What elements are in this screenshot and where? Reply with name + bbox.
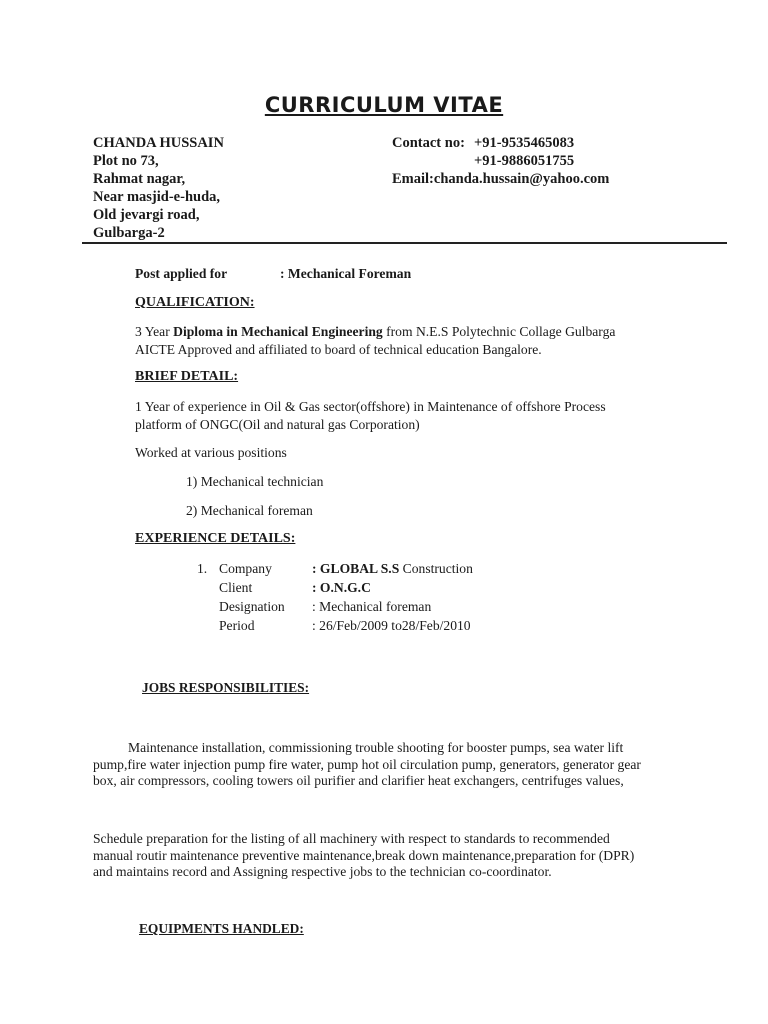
equipments-heading: EQUIPMENTS HANDLED:	[139, 921, 304, 936]
address-line: Gulbarga-2	[93, 225, 165, 241]
contact-label: Contact no:	[392, 135, 465, 151]
address-line: Rahmat nagar,	[93, 171, 186, 187]
phone-number: +91-9535465083	[474, 135, 575, 151]
qualification-line: 3 Year Diploma in Mechanical Engineering from N.E.S Polytechnic Collage Gulbarga	[135, 324, 616, 339]
experience-label: Designation	[219, 599, 285, 614]
experience-heading: EXPERIENCE DETAILS:	[135, 531, 296, 546]
paragraph-line: and maintains record and Assigning respective jobs to the technician co-coordinator.	[93, 864, 552, 879]
address-line: Near masjid-e-huda,	[93, 189, 221, 205]
experience-value: : 26/Feb/2009 to28/Feb/2010	[312, 618, 471, 633]
experience-label: Company	[219, 561, 272, 576]
position-item: 1) Mechanical technician	[186, 474, 324, 489]
brief-line: platform of ONGC(Oil and natural gas Corporation)	[135, 417, 420, 432]
paragraph-line: Schedule preparation for the listing of all machinery with respect to standards to recommended	[93, 831, 610, 846]
paragraph-line: manual routir maintenance preventive maintenance,break down maintenance,preparation for (DPR)	[93, 847, 635, 863]
jobs-heading: JOBS RESPONSIBILITIES:	[142, 680, 310, 695]
experience-value: : O.N.G.C	[312, 580, 371, 595]
paragraph-line: box, air compressors, cooling towers oil purifier and clarifier heat exchangers, centrifuges values,	[93, 773, 624, 788]
worked-positions-text: Worked at various positions	[135, 445, 287, 460]
paragraph-line: pump,fire water injection pump fire water, pump hot oil circulation pump, generators, generator gear	[93, 756, 641, 772]
experience-label: Period	[219, 618, 255, 633]
page-title: CURRICULUM VITAE	[264, 93, 504, 117]
experience-value: : Mechanical foreman	[312, 599, 432, 614]
email-line	[392, 170, 609, 188]
qualification-line: AICTE Approved and affiliated to board of technical education Bangalore.	[135, 342, 542, 357]
phone-number: +91-9886051755	[474, 153, 575, 169]
email-label: Email:	[392, 171, 434, 187]
candidate-name: CHANDA HUSSAIN	[93, 135, 224, 151]
brief-heading: BRIEF DETAIL:	[135, 369, 239, 384]
address-line: Old jevargi road,	[93, 207, 200, 223]
brief-line: 1 Year of experience in Oil & Gas sector(offshore) in Maintenance of offshore Process	[135, 399, 606, 414]
post-value: : Mechanical Foreman	[280, 266, 412, 281]
jobs-paragraph-1	[93, 740, 733, 790]
qualification-heading: QUALIFICATION:	[135, 295, 255, 310]
header-divider	[82, 242, 727, 244]
paragraph-line: Maintenance installation, commissioning trouble shooting for booster pumps, sea water lift	[128, 740, 624, 755]
experience-value: : GLOBAL S.S Construction	[312, 561, 473, 576]
post-label: Post applied for	[135, 266, 228, 281]
address-line: Plot no 73,	[93, 153, 159, 169]
position-item: 2) Mechanical foreman	[186, 503, 313, 518]
diploma-name: Diploma in Mechanical Engineering	[173, 324, 383, 339]
email-address[interactable]: chanda.hussain@yahoo.com	[433, 171, 610, 187]
experience-label: Client	[219, 580, 253, 595]
jobs-paragraph-2	[93, 831, 733, 881]
experience-number: 1.	[197, 561, 208, 576]
